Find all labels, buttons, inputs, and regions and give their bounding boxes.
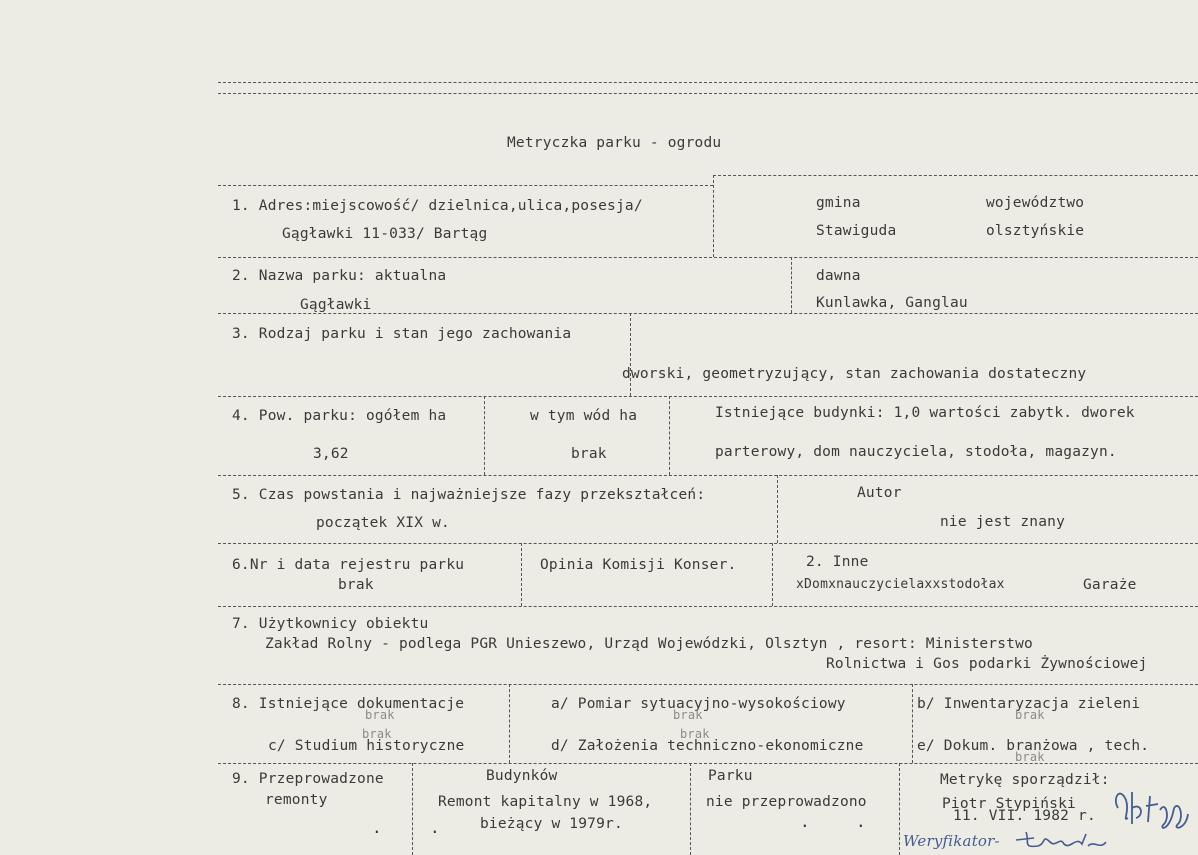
- users-label: 7. Użytkownicy obiektu: [232, 616, 429, 632]
- doc-d-status: brak: [680, 727, 710, 741]
- rule-r1-top: [218, 185, 713, 186]
- author-label: Autor: [857, 485, 902, 501]
- rule-r6-top: [218, 543, 1198, 544]
- gmina-label: gmina: [816, 195, 861, 211]
- park-area-label: 4. Pow. parku: ogółem ha: [232, 408, 447, 424]
- doc-e: e/ Dokum. branżowa , tech.: [917, 738, 1150, 754]
- vrule-r4a: [484, 396, 485, 475]
- voivodeship-value: olsztyńskie: [986, 223, 1085, 239]
- water-area-label: w tym wód ha: [530, 408, 638, 424]
- dot-mark: .: [372, 818, 382, 837]
- dot-mark: .: [430, 818, 440, 837]
- rule-top-2: [218, 93, 1198, 94]
- doc-c-status: brak: [362, 727, 392, 741]
- other-label: 2. Inne: [806, 554, 869, 570]
- doc-d: d/ Założenia techniczno-ekonomiczne: [551, 738, 864, 754]
- water-area-value: brak: [571, 446, 607, 462]
- document-title: Metryczka parku - ogrodu: [507, 135, 722, 151]
- dot-mark: .: [856, 812, 866, 831]
- rule-top-1: [218, 82, 1198, 83]
- doc-c: c/ Studium historyczne: [268, 738, 465, 754]
- author-value: nie jest znany: [940, 514, 1066, 530]
- buildings-line-1: Istniejące budynki: 1,0 wartości zabytk. dworek: [715, 405, 1135, 421]
- dot-mark: .: [800, 812, 810, 831]
- doc-e-status: brak: [1015, 750, 1045, 764]
- doc-b: b/ Inwentaryzacja zieleni: [917, 696, 1141, 712]
- vrule-r9a: [412, 763, 413, 855]
- buildings-repair-line-2: bieżący w 1979r.: [480, 816, 623, 832]
- park-name-label: 2. Nazwa parku: aktualna: [232, 268, 447, 284]
- rule-r4-top: [218, 396, 1198, 397]
- rule-r1-top-right: [713, 175, 1198, 176]
- vrule-r6a: [521, 543, 522, 606]
- other-value: Garaże: [1083, 577, 1137, 593]
- register-value: brak: [338, 577, 374, 593]
- park-area-value: 3,62: [313, 446, 349, 462]
- park-repair-label: Parku: [708, 768, 753, 784]
- vrule-r9c: [899, 763, 900, 855]
- vrule-r6b: [772, 543, 773, 606]
- vrule-r8b: [912, 684, 913, 763]
- address-label: 1. Adres:miejscowość/ dzielnica,ulica,posesja/: [232, 198, 643, 214]
- address-value: Gągławki 11-033/ Bartąg: [282, 226, 488, 242]
- vrule-r5: [777, 475, 778, 543]
- buildings-line-2: parterowy, dom nauczyciela, stodoła, magazyn.: [715, 444, 1117, 460]
- park-old-name-label: dawna: [816, 268, 861, 284]
- other-struck-text: xDomxnauczycielaxxstodołax: [796, 577, 1005, 592]
- park-old-name-value: Kunlawka, Ganglau: [816, 295, 968, 311]
- compiler-name: Piotr Stypiński: [942, 796, 1076, 812]
- buildings-repair-label: Budynków: [486, 768, 558, 784]
- compiler-label: Metrykę sporządził:: [940, 772, 1110, 788]
- rule-r7-top: [218, 606, 1198, 607]
- documentation-status-1: brak: [365, 708, 395, 722]
- buildings-repair-line-1: Remont kapitalny w 1968,: [438, 794, 653, 810]
- voivodeship-label: województwo: [986, 195, 1085, 211]
- rule-r3-top: [218, 313, 1198, 314]
- gmina-value: Stawiguda: [816, 223, 897, 239]
- doc-a: a/ Pomiar sytuacyjno-wysokościowy: [551, 696, 846, 712]
- park-name-value: Gągławki: [300, 297, 372, 313]
- vrule-r8a: [509, 684, 510, 763]
- creation-time-value: początek XIX w.: [316, 515, 450, 531]
- register-label: 6.Nr i data rejestru parku: [232, 557, 465, 573]
- vrule-r3: [630, 313, 631, 396]
- doc-b-status: brak: [1015, 708, 1045, 722]
- verifier-label: Weryfikator-: [903, 832, 1000, 850]
- users-line-2: Rolnictwa i Gos podarki Żywnościowej: [826, 656, 1148, 672]
- park-type-value: dworski, geometryzujący, stan zachowania dostateczny: [622, 366, 1087, 382]
- vrule-r9b: [690, 763, 691, 855]
- vrule-r1: [713, 175, 714, 257]
- doc-a-status: brak: [673, 708, 703, 722]
- commission-opinion-label: Opinia Komisji Konser.: [540, 557, 737, 573]
- users-line-1: Zakład Rolny - podlega PGR Unieszewo, Urząd Wojewódzki, Olsztyn , resort: Ministerstwo: [265, 636, 1033, 652]
- rule-r8-top: [218, 684, 1198, 685]
- compile-date: 11. VII. 1982 r.: [953, 808, 1096, 824]
- rule-r5-top: [218, 475, 1198, 476]
- park-repair-value: nie przeprowadzono: [706, 794, 867, 810]
- creation-time-label: 5. Czas powstania i najważniejsze fazy przekształceń:: [232, 487, 706, 503]
- repairs-label-2: remonty: [265, 792, 328, 808]
- park-type-label: 3. Rodzaj parku i stan jego zachowania: [232, 326, 572, 342]
- verifier-signature: [1012, 826, 1122, 855]
- vrule-r4b: [669, 396, 670, 475]
- rule-r2-top: [218, 257, 1198, 258]
- vrule-r2: [791, 257, 792, 313]
- documentation-label: 8. Istniejące dokumentacje: [232, 696, 465, 712]
- repairs-label-1: 9. Przeprowadzone: [232, 771, 384, 787]
- rule-r9-top: [218, 763, 1198, 764]
